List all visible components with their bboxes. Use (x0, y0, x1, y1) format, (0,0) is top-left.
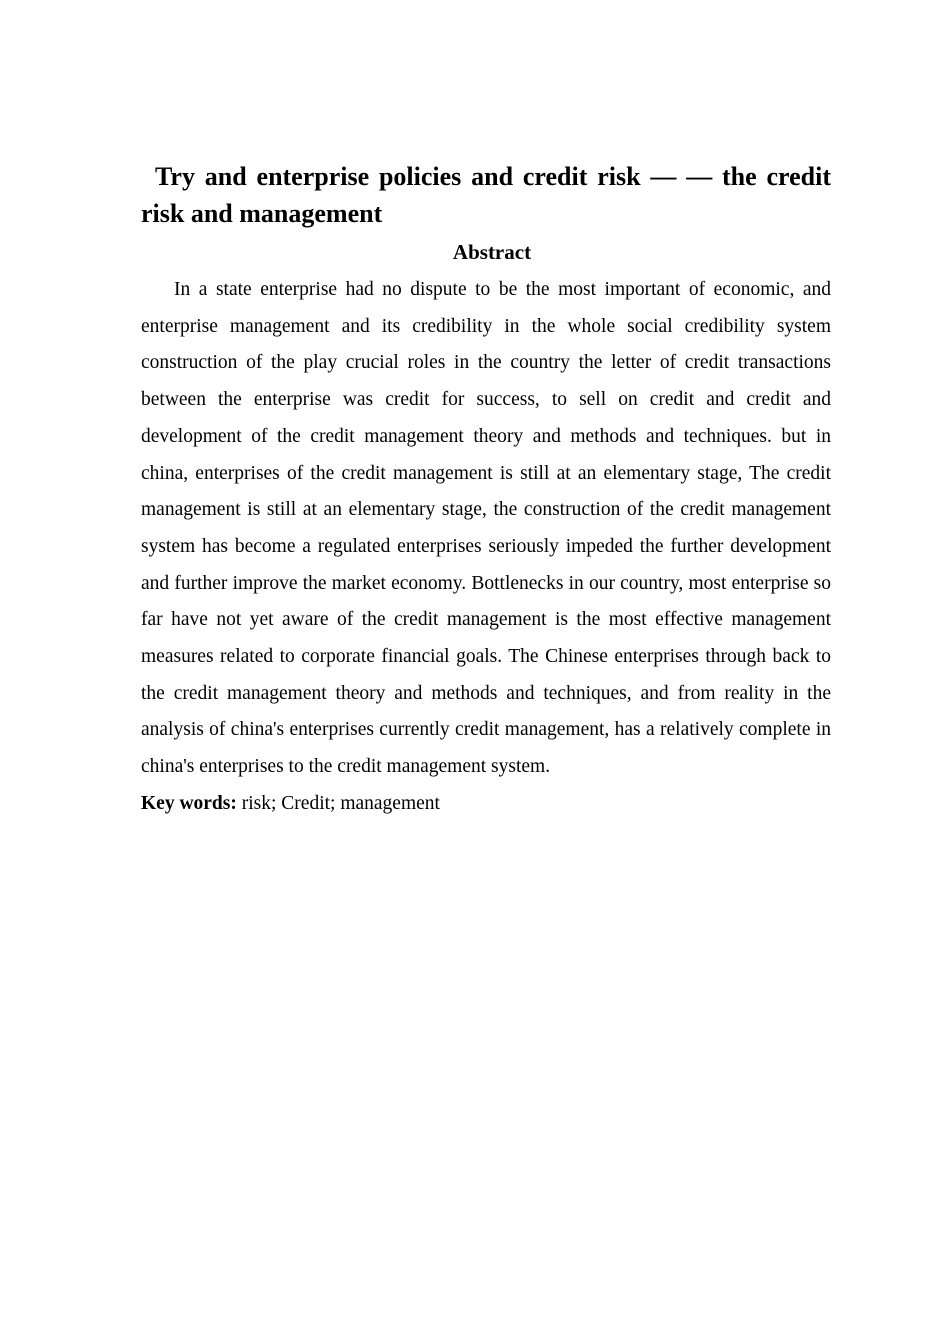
keywords-line (141, 786, 831, 823)
abstract-heading: Abstract (452, 240, 532, 264)
document-page (141, 158, 831, 823)
abstract-body: In a state enterprise had no dispute to be the most important of economic, and enterprise management and its credibility in the whole social credibility system construction of the play crucial roles in the country the letter of credit transactions between the enterprise was credit for success, to sell on credit and credit and development of the credit management theory and methods and techniques. but in china, enterprises of the credit management is still at an elementary stage, The credit management is still at an elementary stage, the construction of the credit management system has become a regulated enterprises seriously impeded the further development and further improve the market economy. Bottlenecks in our country, most enterprise so far have not yet aware of the credit management is the most effective management measures related to corporate financial goals. The Chinese enterprises through back to the credit management theory and methods and techniques, and from reality in the analysis of china's enterprises currently credit management, has a relatively complete in china's enterprises to the credit management system. (141, 279, 831, 778)
document-title: Try and enterprise policies and credit risk — — the credit risk and management (141, 162, 831, 228)
keywords-label: Key words: (141, 792, 237, 814)
keywords-value: risk; Credit; management (236, 792, 440, 814)
